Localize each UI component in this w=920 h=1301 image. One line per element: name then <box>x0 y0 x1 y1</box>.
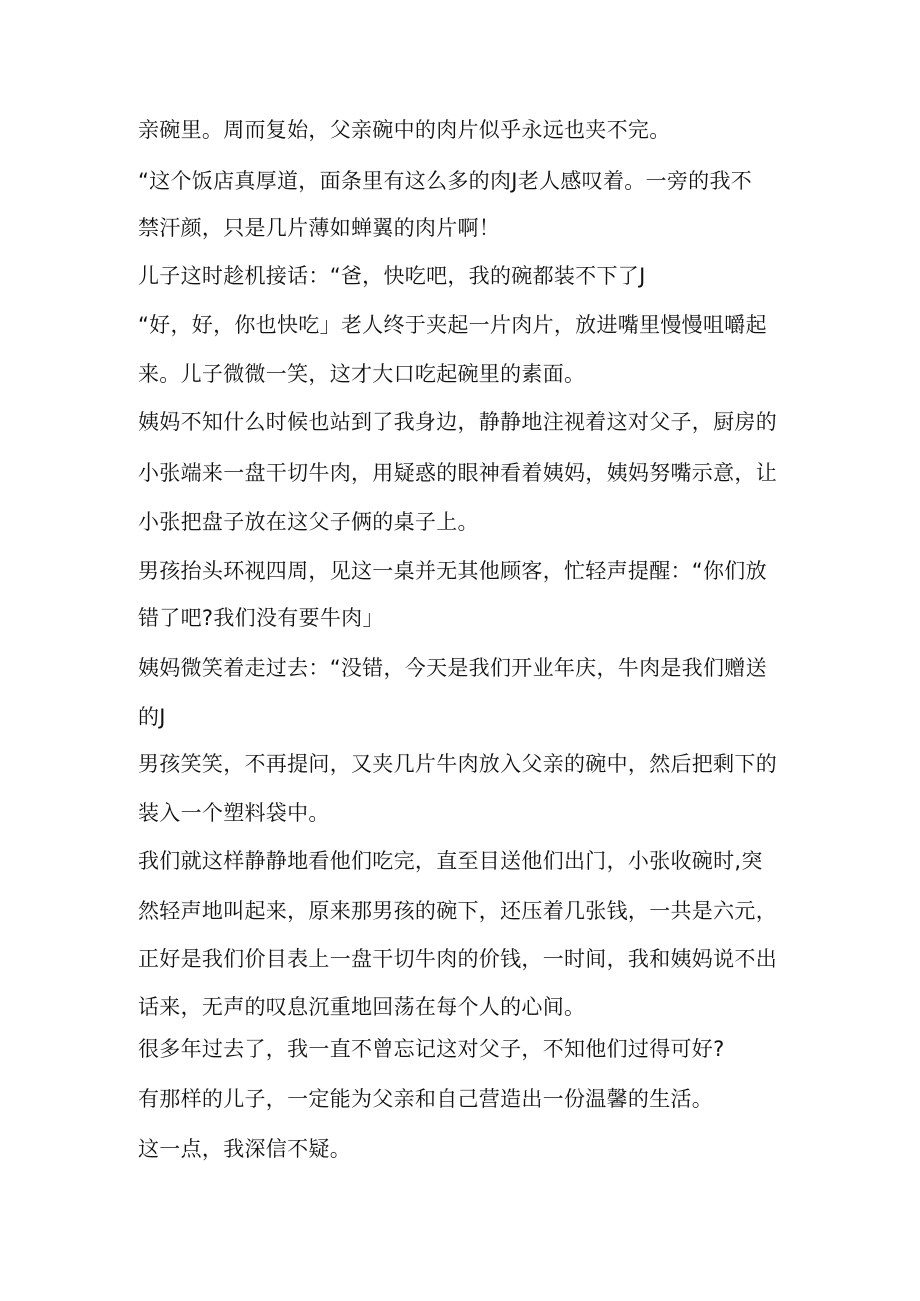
text-line: 我们就这样静静地看他们吃完，直至目送他们出门，小张收碗时,突 <box>138 849 763 873</box>
text-line: 然轻声地叫起来，原来那男孩的碗下，还压着几张钱，一共是六元， <box>138 899 777 923</box>
text-line: 错了吧?我们没有要牛肉」 <box>138 606 384 630</box>
text-line: 来。儿子微微一笑，这才大口吃起碗里的素面。 <box>138 362 586 386</box>
text-line: 亲碗里。周而复始，父亲碗中的肉片似乎永远也夹不完。 <box>138 118 671 142</box>
text-line: 男孩笑笑，不再提问，又夹几片牛肉放入父亲的碗中，然后把剩下的 <box>138 752 777 776</box>
text-line: 有那样的儿子，一定能为父亲和自己营造出一份温馨的生活。 <box>138 1087 714 1111</box>
text-line: 这一点，我深信不疑。 <box>138 1137 351 1161</box>
text-line: “好，好，你也快吃」老人终于夹起一片肉片，放进嘴里慢慢咀嚼起 <box>138 313 767 337</box>
text-line: 小张把盘子放在这父子俩的桌子上。 <box>138 510 479 534</box>
text-line: 话来，无声的叹息沉重地回荡在每个人的心间。 <box>138 995 586 1019</box>
text-line: 男孩抬头环视四周，见这一桌并无其他顾客，忙轻声提醒：“你们放 <box>138 559 767 583</box>
text-line: 儿子这时趁机接话：“爸，快吃吧，我的碗都装不下了J <box>138 264 646 288</box>
text-line: 姨妈微笑着走过去：“没错，今天是我们开业年庆，牛肉是我们赠送 <box>138 656 767 680</box>
text-line: 装入一个塑料袋中。 <box>138 801 330 825</box>
text-line: 正好是我们价目表上一盘干切牛肉的价钱，一时间，我和姨妈说不出 <box>138 947 777 971</box>
text-line: 很多年过去了，我一直不曾忘记这对父子，不知他们过得可好? <box>138 1037 725 1061</box>
text-line: 小张端来一盘干切牛肉，用疑惑的眼神看着姨妈，姨妈努嘴示意，让 <box>138 461 777 485</box>
text-line: “这个饭店真厚道，面条里有这么多的肉J老人感叹着。一旁的我不 <box>138 169 753 193</box>
text-line: 的J <box>138 705 166 729</box>
text-line: 禁汗颜，只是几片薄如蝉翼的肉片啊！ <box>138 216 501 240</box>
text-line: 姨妈不知什么时候也站到了我身边，静静地注视着这对父子，厨房的 <box>138 410 777 434</box>
